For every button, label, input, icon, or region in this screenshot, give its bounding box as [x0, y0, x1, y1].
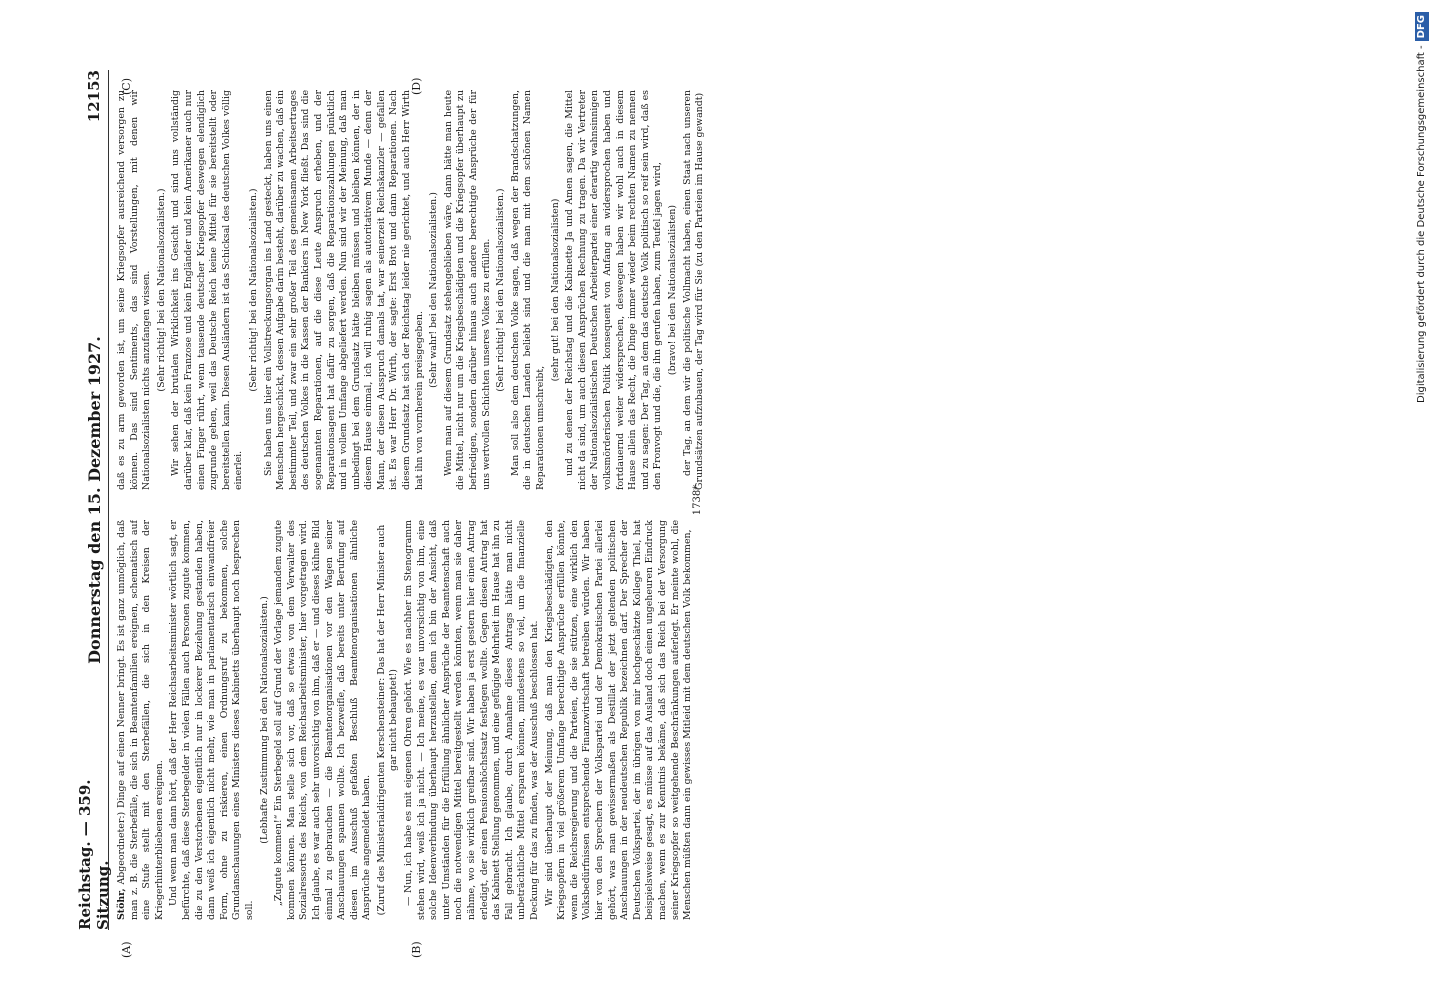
paragraph: Sie haben uns hier ein Vollstreckungsorgan ins Land gesteckt, haben uns einen Menschen hergeschickt, dessen Aufgabe darin besteht, darüber zu wachen, daß ein bestimmter Teil, und zwar ein sehr großer Teil des gemeinsamen Arbeitsertrages des deutschen Volkes in die Kassen der Bankiers in New York fließt. Das sind die sogenannten Reparationen, auf die diese Leute Anspruch erheben, und der Reparationsagent hat dafür zu sorgen, daß die Reparationszahlungen pünktlich und in vollem Umfange abgeliefert werden. Nun sind wir der Meinung, daß man unbedingt bei dem Grundsatz hätte bleiben müssen und bleiben können, der in diesem Hause einmal, ich will ruhig sagen als autoritativem Munde — denn der Mann, der diesen Ausspruch damals tat, war seinerzeit Reichskanzler — gefallen ist. Es war Herr Dr. Wirth, der sagte: Erst Brot und dann Reparationen. Nach diesem Grundsatz hat sich der Reichstag leider nie gerichtet, und auch Herr Wirth hat ihn von vornherein preisgegeben. [262, 90, 425, 490]
interjection: (Sehr richtig! bei den Nationalsozialisten.) [155, 188, 167, 392]
margin-marker-c: (C) [120, 78, 133, 95]
paragraph: Wir sind überhaupt der Meinung, daß man den Kriegsbeschädigten, den Kriegsopfern in viel größerem Umfange berechtigte Ansprüche erfüllen könnte, wenn die Reichsregierung und die Parteien, die sie stützen, eine wirklich den Volksbedürfnissen entsprechende Finanzwirtschaft betreiben würden. Wir haben hier von den Sprechern der Volkspartei und der Demokratischen Partei allerlei gehört, was man gewissermaßen als Destillat der jetzt geltenden politischen Anschauungen in der neudeutschen Republik bezeichnen darf. Der Sprecher der Deutschen Volkspartei, der im übrigen von mir hochgeschätzte Kollege Thiel, hat beispielsweise gesagt, es müsse auf das Ausland doch einen ungeheuren Eindruck machen, wenn es zur Kenntnis bekäme, daß sich das Reich bei der Versorgung seiner Kriegsopfer so weitgehende Beschränkungen auferlegt. Er meinte wohl, die Menschen müßten dann ein gewisses Mitleid mit dem deutschen Volk bekommen, [543, 520, 694, 920]
paragraph: Man soll also dem deutschen Volke sagen, daß wegen der Brandschatzungen, die in deutschen Landen beliebt sind und die man mit dem schönen Namen Reparationen umschreibt, [509, 90, 546, 490]
paragraph: und zu denen der Reichstag und die Kabinette Ja und Amen sagen, die Mittel nicht da sind, um auch diesen Ansprüchen Rechnung zu tragen. Da wir Vertreter der Nationalsozialistischen Deutschen Arbeiterpartei einer derartig wahnsinnigen volksmörderischen Politik konsequent von Anfang an widersprochen haben und fortdauernd weiter widersprechen, deswegen haben wir wohl auch in diesem Hause allein das Recht, die Dinge immer wieder beim rechten Namen zu nennen und zu sagen: Der Tag, an dem das deutsche Volk politisch so reif sein wird, daß es den Fronvogt und die, die ihn gerufen haben, zum Teufel jagen wird, [564, 90, 664, 490]
interjection: (Zuruf des Ministerialdirigenten Kerschensteiner: Das hat der Herr Minister auch gar nicht behauptet!) [375, 524, 400, 916]
paragraph: Wenn man auf diesem Grundsatz stehengeblieben wäre, dann hätte man heute die Mittel, nicht nur um die Kriegsbeschädigten und die Kriegsopfer überhaupt zu befriedigen, sondern darüber hinaus auch andere berechtigte Ansprüche der für uns wertvollen Schichten unseres Volkes zu erfüllen. [442, 90, 492, 490]
interjection: (Lebhafte Zustimmung bei den Nationalsozialisten.) [258, 596, 270, 844]
interjection: (Sehr richtig! bei den Nationalsozialisten.) [495, 188, 507, 392]
page-number: 12153 [85, 70, 103, 123]
side-credit-strip [1410, 0, 1434, 1000]
paragraph: daß es zu arm geworden ist, um seine Kriegsopfer ausreichend versorgen zu können. Das sind Sentiments, das sind Vorstellungen, mit denen wir Nationalsozialisten nichts anzufangen wissen. [116, 90, 153, 490]
speaker-name: Stöhr, [116, 888, 127, 920]
paragraph: — Nun, ich habe es mit eigenen Ohren gehört. Wie es nachher im Stenogramm stehen wird, weiß ich ja nicht. — Ich meine, es war unvorsichtig von ihm, eine solche Ideenverbindung überhaupt herzustellen, denn ich bin der Ansicht, daß unter Umständen für die Erfüllung ähnlicher Ansprüche der Beamtenschaft auch noch die notwendigen Mittel bereitgestellt werden könnten, wenn man sie daher nähme, wo sie wirklich greifbar sind. Wir haben ja erst gestern hier einen Antrag erledigt, der einen Pensionshöchstsatz festlegen wollte. Gegen diesen Antrag hat das Kabinett Stellung genommen, und eine gefügige Mehrheit im Hause hat ihn zu Fall gebracht. Ich glaube, durch Annahme dieses Antrags hätte man nicht unbeträchtliche Mittel ersparen können, mindestens so viel, um die finanzielle Deckung für das zu finden, was der Ausschuß beschlossen hat. [403, 520, 540, 920]
paragraph [116, 520, 166, 920]
interjection: (sehr gut! bei den Nationalsozialisten) [549, 198, 561, 382]
paragraph: „Zugute kommen!“ Ein Sterbegeld soll auf Grund der Vorlage jemandem zugute kommen können. Man stelle sich vor, daß so etwas von dem Verwalter des Sozialressorts des Reichs, von dem Reichsarbeitsminister, hier vorgetragen wird. Ich glaube, es war auch sehr unvorsichtig von ihm, daß er — und dieses kühne Bild einmal zu gebrauchen — die Beamtenorganisationen vor den Wagen seiner Anschauungen spannen wollte. Ich bezweifle, daß bereits unter Berufung auf diesen im Ausschuß gefaßten Beschluß Beamtenorganisationen ähnliche Ansprüche angemeldet haben. [273, 520, 373, 920]
paragraph-text: Dinge auf einen Nenner bringt. Es ist ganz unmöglich, daß man z. B. die Sterbefälle, die sich in Beamtenfamilien ereignen, schematisch auf eine Stufe stellt mit den Sterbefällen, die sich in den Kreisen der Kriegerhinterbliebenen ereignen. [116, 520, 165, 920]
text-column-right [116, 90, 716, 490]
paragraph: Und wenn man dann hört, daß der Herr Reichsarbeitsminister wörtlich sagt, er befürchte, daß diese Sterbegelder in vielen Fällen auch Personen zugute kommen, die zu den Verstorbenen eigentlich nur in lockerer Beziehung gestanden haben, dann weiß ich eigentlich nicht mehr, wie man in parlamentarisch einwandfreier Form, ohne zu riskieren, einen Ordnungsruf zu bekommen, solche Grundanschauungen eines Ministers dieses Kabinetts überhaupt noch besprechen soll. [168, 520, 255, 920]
paragraph: der Tag, an dem wir die politische Vollmacht haben, einen Staat nach unseren Grundsätzen aufzubauen, der Tag wird für Sie (zu den Parteien im Hause gewandt) [681, 90, 706, 490]
paragraph: Wir sehen der brutalen Wirklichkeit ins Gesicht und sind uns vollständig darüber klar, daß kein Franzose und kein Engländer und kein Amerikaner auch nur einen Finger rührt, wenn tausende deutscher Kriegsopfer deswegen elendiglich zugrunde gehen, weil das Deutsche Reich keine Mittel für sie bereitstellt oder bereitstellen kann. Diesen Ausländern ist das Schicksal des deutschen Volkes völlig einerlei. [170, 90, 245, 490]
page-footer-signature: 1738* [692, 484, 703, 516]
margin-marker-b: (B) [410, 941, 423, 958]
interjection: (Sehr richtig! bei den Nationalsozialisten.) [247, 188, 259, 392]
header-date: Donnerstag den 15. Dezember 1927. [84, 336, 104, 664]
interjection: (bravo! bei den Nationalsozialisten) [666, 204, 678, 376]
newspaper-page [76, 70, 720, 958]
digitization-credit: Digitalisierung gefördert durch die Deutsche Forschungsgemeinschaft - [1416, 45, 1427, 403]
text-column-left [116, 520, 716, 920]
speaker-role: Abgeordneter:) [116, 811, 127, 885]
interjection: (Sehr wahr! bei den Nationalsozialisten.) [428, 192, 440, 388]
page-header [76, 70, 112, 930]
margin-marker-a: (A) [120, 941, 133, 958]
dfg-logo: DFG [1415, 12, 1429, 41]
header-left: Reichstag. — 359. Sitzung. [76, 779, 112, 930]
margin-marker-d: (D) [410, 77, 423, 95]
